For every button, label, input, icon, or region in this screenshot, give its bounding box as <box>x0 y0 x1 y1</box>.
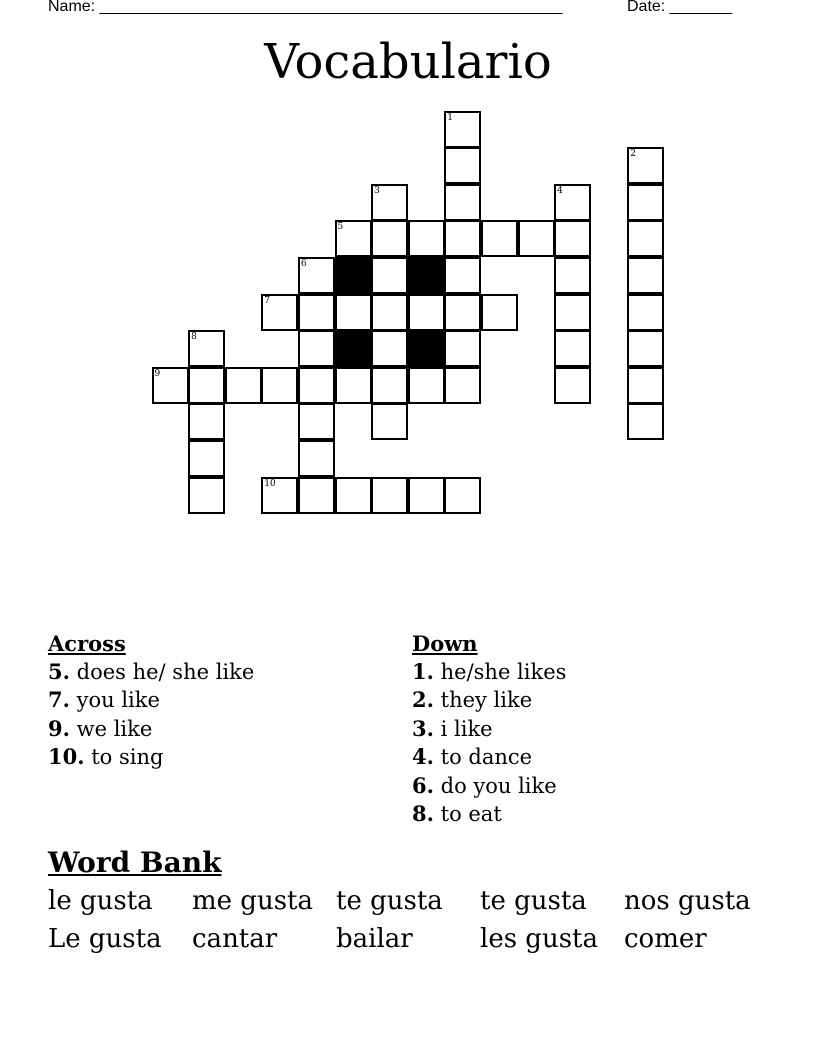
crossword-cell[interactable] <box>408 294 445 331</box>
word-bank-item: nos gusta <box>624 886 751 916</box>
clue-text: to eat <box>440 802 502 826</box>
crossword-cell[interactable] <box>335 367 372 404</box>
crossword-cell[interactable] <box>298 330 335 367</box>
clue-number: 5. <box>48 658 70 684</box>
down-clues <box>412 630 566 829</box>
clue-down-2 <box>412 686 566 715</box>
crossword-cell[interactable] <box>627 184 664 221</box>
clue-text: we like <box>76 716 153 741</box>
crossword-cell[interactable] <box>627 367 664 404</box>
crossword-cell[interactable] <box>335 477 372 514</box>
clue-number: 2. <box>412 687 434 712</box>
crossword-cell[interactable] <box>371 330 408 367</box>
across-clues <box>48 630 254 772</box>
cell-number: 7 <box>264 295 271 306</box>
crossword-block <box>408 330 445 367</box>
crossword-cell[interactable] <box>481 220 518 257</box>
down-heading: Down <box>412 631 478 656</box>
crossword-cell[interactable] <box>444 477 481 514</box>
clue-down-1 <box>412 658 566 687</box>
crossword-cell[interactable] <box>481 294 518 331</box>
crossword-block <box>408 257 445 294</box>
clue-text: does he/ she like <box>76 659 255 684</box>
crossword-cell[interactable] <box>261 367 298 404</box>
clue-across-10 <box>48 743 254 772</box>
clue-text: to dance <box>440 745 533 769</box>
name-line[interactable]: Name: ____________________________________________________ <box>48 0 563 15</box>
crossword-cell[interactable] <box>371 220 408 257</box>
clue-text: he/she likes <box>440 659 567 684</box>
crossword-cell[interactable] <box>444 257 481 294</box>
clue-number: 10. <box>48 744 85 769</box>
clue-number: 3. <box>412 715 434 741</box>
word-bank-item: le gusta <box>48 886 153 916</box>
clue-number: 7. <box>48 687 70 712</box>
crossword-cell[interactable] <box>627 403 664 440</box>
date-line[interactable]: Date: _______ <box>627 0 732 15</box>
crossword-block <box>335 330 372 367</box>
crossword-cell[interactable] <box>444 220 481 257</box>
crossword-cell[interactable] <box>554 257 591 294</box>
crossword-cell[interactable] <box>408 367 445 404</box>
crossword-cell[interactable] <box>554 330 591 367</box>
word-bank-item: cantar <box>192 924 278 954</box>
word-bank-item: les gusta <box>480 924 598 954</box>
crossword-block <box>335 257 372 294</box>
crossword-cell[interactable] <box>371 294 408 331</box>
crossword-cell[interactable] <box>554 220 591 257</box>
crossword-cell[interactable] <box>371 477 408 514</box>
clue-number: 6. <box>412 772 434 798</box>
word-bank-item: te gusta <box>480 886 587 916</box>
cell-number: 3 <box>374 185 380 196</box>
crossword-cell[interactable] <box>444 367 481 404</box>
crossword-cell[interactable] <box>371 367 408 404</box>
clue-down-4 <box>412 743 566 772</box>
crossword-cell[interactable] <box>627 220 664 257</box>
crossword-cell[interactable] <box>188 440 225 477</box>
crossword-cell[interactable] <box>518 220 555 257</box>
crossword-cell[interactable] <box>627 294 664 331</box>
clue-number: 9. <box>48 715 70 741</box>
crossword-cell[interactable] <box>554 294 591 331</box>
clue-down-8 <box>412 800 566 829</box>
cell-number: 5 <box>337 222 344 233</box>
crossword-cell[interactable] <box>444 147 481 184</box>
crossword-cell[interactable] <box>298 403 335 440</box>
crossword-cell[interactable] <box>627 257 664 294</box>
crossword-cell[interactable] <box>408 220 445 257</box>
crossword-cell[interactable] <box>371 403 408 440</box>
clue-number: 4. <box>412 744 434 769</box>
word-bank-item: bailar <box>336 924 413 954</box>
crossword-cell[interactable] <box>298 367 335 404</box>
clue-text: they like <box>440 688 533 712</box>
word-bank-heading: Word Bank <box>48 846 222 879</box>
clue-across-9 <box>48 715 254 744</box>
clue-down-6 <box>412 772 566 801</box>
word-bank-item: comer <box>624 924 707 954</box>
word-bank-item: te gusta <box>336 886 443 916</box>
crossword-cell[interactable] <box>188 403 225 440</box>
clue-text: do you like <box>440 773 557 798</box>
crossword-cell[interactable] <box>225 367 262 404</box>
clue-number: 8. <box>412 801 434 826</box>
word-bank-item: Le gusta <box>48 924 162 954</box>
cell-number: 2 <box>630 149 637 160</box>
crossword-cell[interactable] <box>444 330 481 367</box>
crossword-cell[interactable] <box>298 294 335 331</box>
crossword-cell[interactable] <box>444 184 481 221</box>
clue-across-5 <box>48 658 254 687</box>
clue-down-3 <box>412 715 566 744</box>
clue-text: to sing <box>91 745 164 769</box>
crossword-cell[interactable] <box>408 477 445 514</box>
cell-number: 1 <box>447 112 454 123</box>
cell-number: 4 <box>557 185 563 196</box>
crossword-cell[interactable] <box>298 477 335 514</box>
cell-number: 9 <box>154 368 161 379</box>
clue-text: i like <box>440 716 493 741</box>
across-heading: Across <box>48 631 126 656</box>
crossword-cell[interactable] <box>298 440 335 477</box>
cell-number: 10 <box>264 478 276 489</box>
crossword-cell[interactable] <box>554 367 591 404</box>
crossword-cell[interactable] <box>188 367 225 404</box>
clue-text: you like <box>76 688 160 712</box>
cell-number: 8 <box>191 332 197 343</box>
cell-number: 6 <box>300 258 307 269</box>
word-bank-item: me gusta <box>192 886 313 916</box>
clue-number: 1. <box>412 658 434 684</box>
crossword-cell[interactable] <box>371 257 408 294</box>
clue-across-7 <box>48 686 254 715</box>
crossword-cell[interactable] <box>444 294 481 331</box>
page-title: Vocabulario <box>264 34 552 90</box>
crossword-cell[interactable] <box>188 477 225 514</box>
crossword-cell[interactable] <box>627 330 664 367</box>
crossword-cell[interactable] <box>335 294 372 331</box>
